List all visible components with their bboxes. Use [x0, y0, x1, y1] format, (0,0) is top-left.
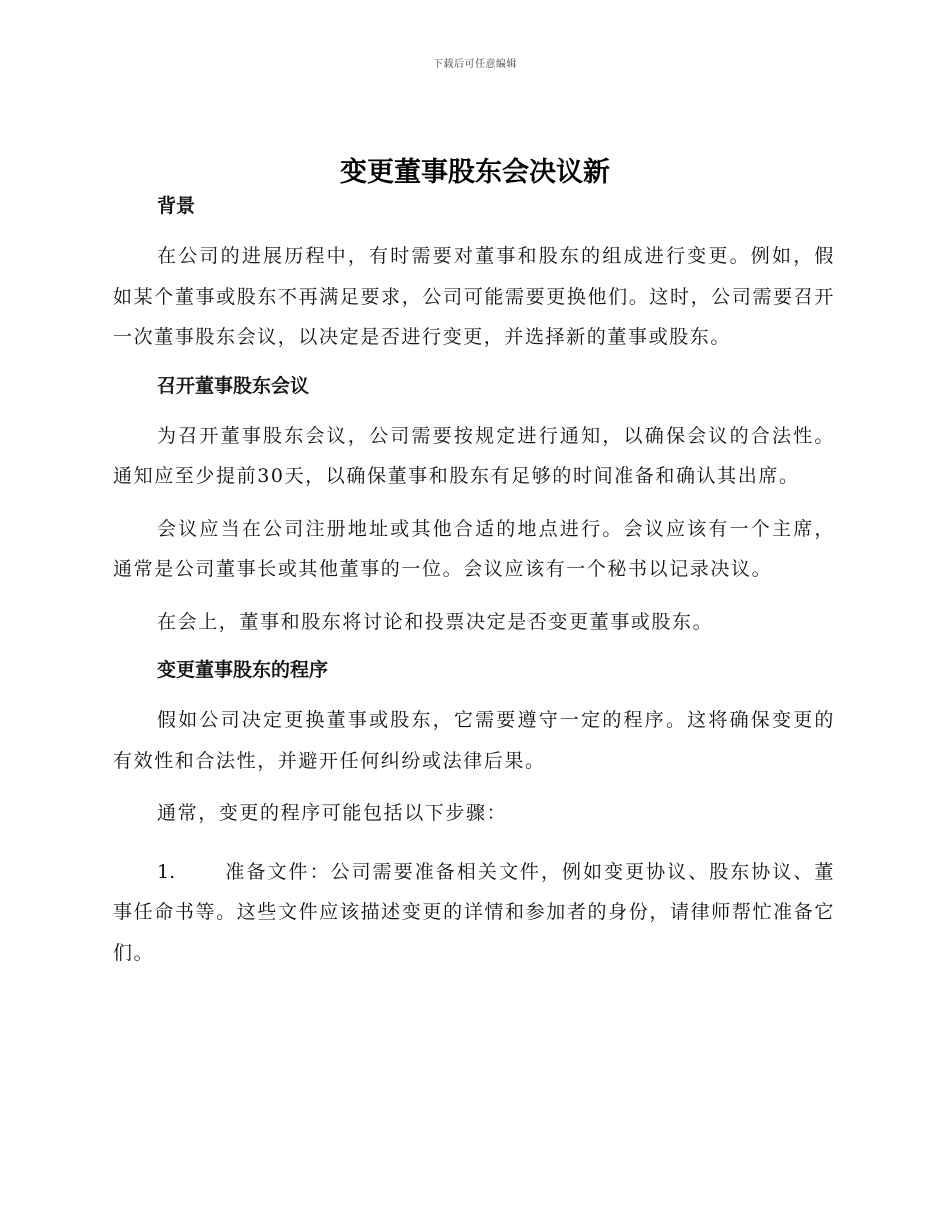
paragraph: 在公司的进展历程中，有时需要对董事和股东的组成进行变更。例如，假如某个董事或股东不再满足要求，公司可能需要更换他们。这时，公司需要召开一次董事股东会议，以决定是否进行变更，并选择新的董事或股东。 [113, 245, 835, 348]
paragraph: 会议应当在公司注册地址或其他合适的地点进行。会议应该有一个主席，通常是公司董事长或其他董事的一位。会议应该有一个秘书以记录决议。 [113, 517, 835, 580]
paragraph: 通常，变更的程序可能包括以下步骤： [157, 802, 508, 824]
list-item [113, 852, 835, 974]
paragraph: 为召开董事股东会议，公司需要按规定进行通知，以确保会议的合法性。通知应至少提前30天，以确保董事和股东有足够的时间准备和确认其出席。 [113, 424, 835, 487]
list-item-text: 准备文件：公司需要准备相关文件，例如变更协议、股东协议、董事任命书等。这些文件应该描述变更的详情和参加者的身份，请律师帮忙准备它们。 [113, 860, 835, 964]
section-heading-meeting: 召开董事股东会议 [157, 374, 310, 397]
paragraph: 在会上，董事和股东将讨论和投票决定是否变更董事或股东。 [157, 610, 714, 633]
header-note: 下载后可任意编辑 [433, 59, 517, 70]
section-heading-background: 背景 [157, 195, 196, 217]
document-title: 变更董事股东会决议新 [340, 157, 610, 188]
list-item-number: 1. [157, 860, 176, 883]
paragraph: 假如公司决定更换董事或股东，它需要遵守一定的程序。这将确保变更的有效性和合法性，并避开任何纠纷或法律后果。 [113, 709, 835, 772]
document-body [113, 190, 835, 973]
section-heading-procedure: 变更董事股东的程序 [157, 659, 329, 681]
